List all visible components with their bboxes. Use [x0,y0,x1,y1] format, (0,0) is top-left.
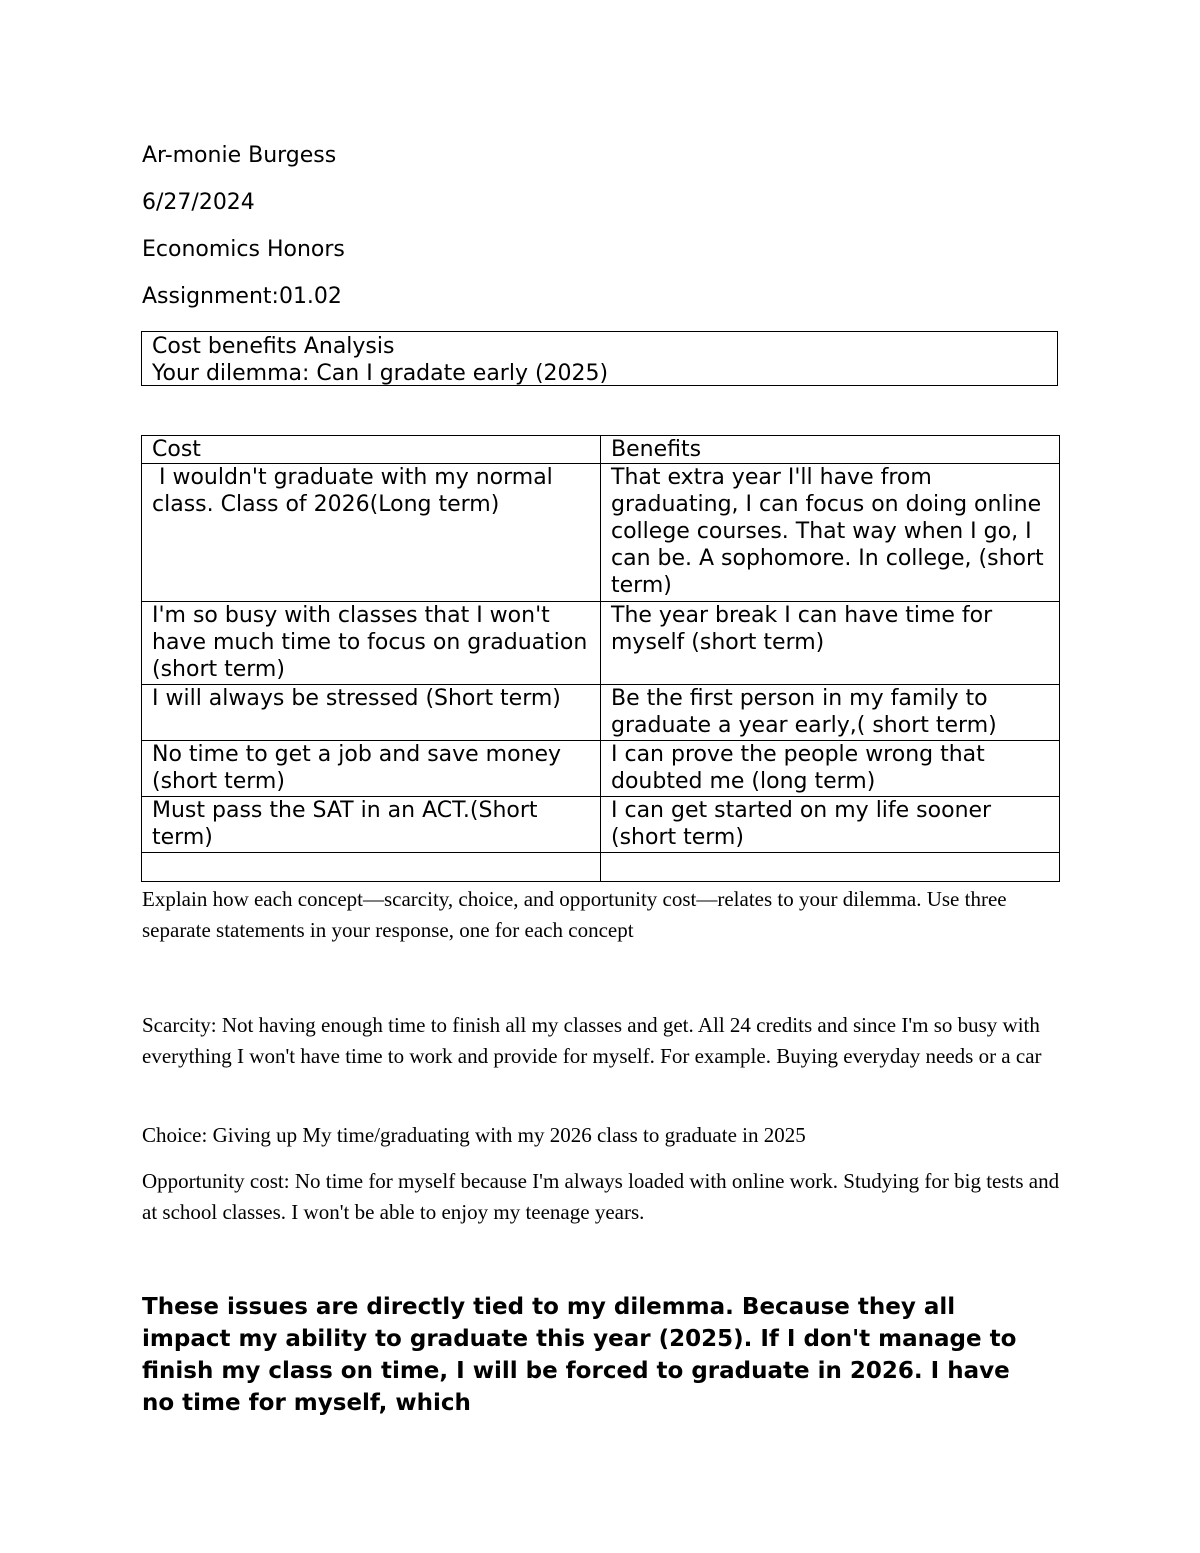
course-name: Economics Honors [142,237,345,262]
analysis-title: Cost benefits Analysis [152,334,395,359]
cost-benefit-table [141,435,1060,882]
cost-cell: I will always be stressed (Short term) [142,685,601,741]
benefit-cell [601,853,1060,882]
choice-answer: Choice: Giving up My time/graduating with my 2026 class to graduate in 2025 [142,1123,806,1147]
benefit-cell: The year break I can have time for myself (short term) [601,602,1060,685]
benefit-cell: Be the first person in my family to graduate a year early,( short term) [601,685,1060,741]
table-row [142,797,1060,853]
assignment-date: 6/27/2024 [142,190,255,215]
concept-prompt: Explain how each concept—scarcity, choice, and opportunity cost—relates to your dilemma. Use three separate statements in your response, one for each concept [142,887,1007,942]
cost-cell [142,853,601,882]
cost-cell: I wouldn't graduate with my normal class. Class of 2026(Long term) [142,464,601,602]
benefits-header: Benefits [601,436,1060,464]
benefit-cell: I can get started on my life sooner (short term) [601,797,1060,853]
student-name: Ar-monie Burgess [142,143,337,168]
benefit-cell: That extra year I'll have from graduating, I can focus on doing online college courses. That way when I go, I can be. A sophomore. In college, (short term) [601,464,1060,602]
benefit-cell: I can prove the people wrong that doubted me (long term) [601,741,1060,797]
cost-cell: I'm so busy with classes that I won't have much time to focus on graduation (short term) [142,602,601,685]
table-row [142,685,1060,741]
assignment-number: Assignment:01.02 [142,284,342,309]
table-row [142,602,1060,685]
table-row [142,464,1060,602]
scarcity-answer: Scarcity: Not having enough time to finish all my classes and get. All 24 credits and since I'm so busy with everything I won't have time to work and provide for myself. For example. Buying everyday needs or a car [142,1013,1042,1068]
closing-paragraph: These issues are directly tied to my dilemma. Because they all impact my ability to graduate this year (2025). If I don't manage to finish my class on time, I will be forced to graduate in 2026. I have no time for myself, which [142,1294,1017,1416]
dilemma-statement: Your dilemma: Can I gradate early (2025) [152,361,609,386]
opportunity-cost-answer: Opportunity cost: No time for myself because I'm always loaded with online work. Studying for big tests and at school classes. I won't be able to enjoy my teenage years. [142,1169,1060,1224]
analysis-title-box [141,331,1058,386]
cost-cell: Must pass the SAT in an ACT.(Short term) [142,797,601,853]
table-header-row [142,436,1060,464]
table-row [142,741,1060,797]
table-row-empty [142,853,1060,882]
cost-header: Cost [142,436,601,464]
cost-cell: No time to get a job and save money (short term) [142,741,601,797]
